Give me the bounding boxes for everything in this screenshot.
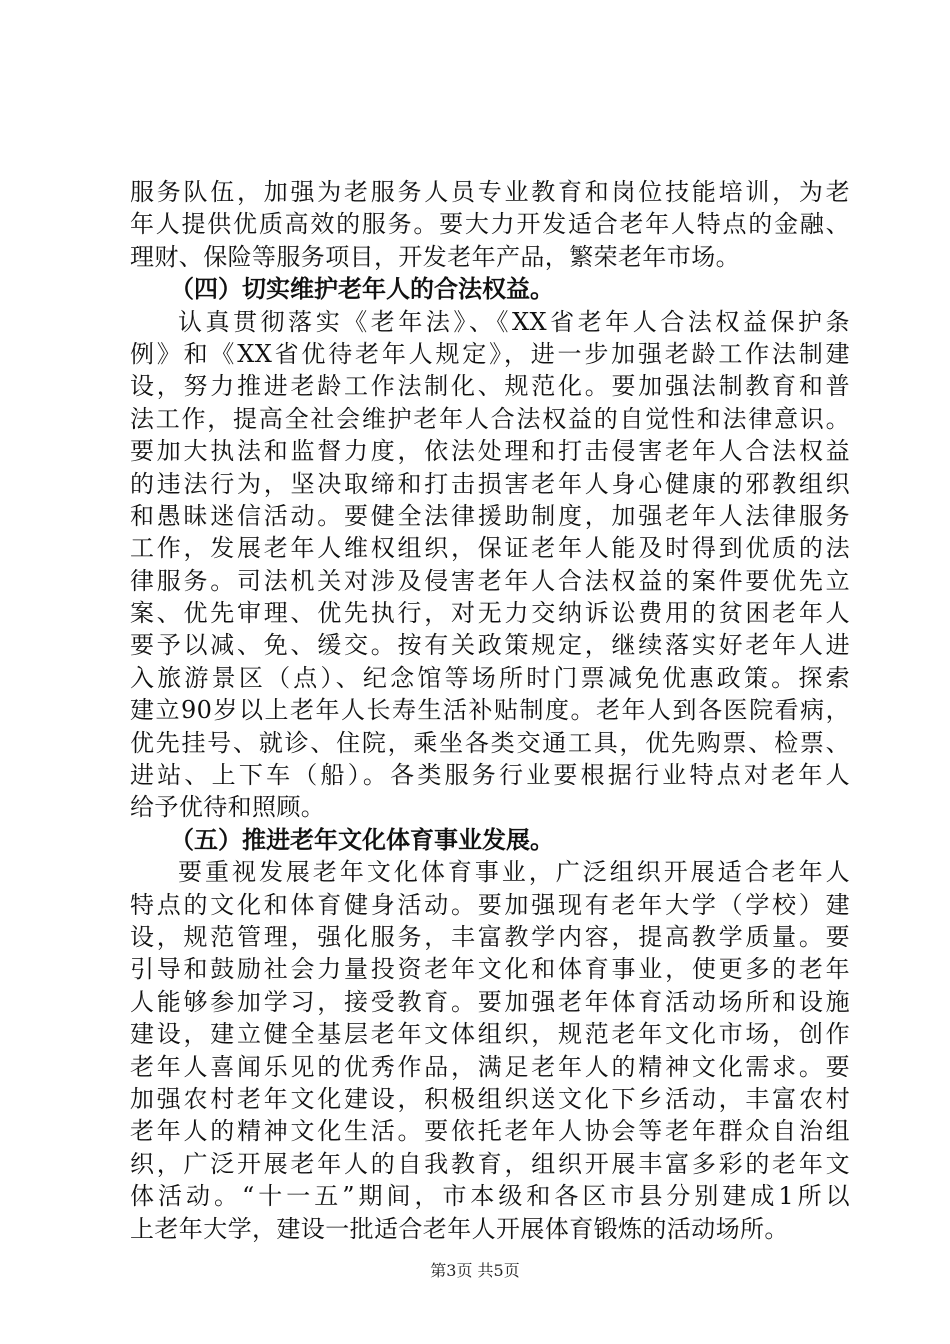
page-footer: 第3页 共5页 [430, 1261, 520, 1280]
paragraph-line: 特点的文化和体育健身活动。要加强现有老年大学（学校）建 [130, 890, 850, 919]
paragraph-line: 优先挂号、就诊、住院，乘坐各类交通工具，优先购票、检票、 [130, 728, 850, 757]
paragraph-line: 上老年大学，建设一批适合老年人开展体育锻炼的活动场所。 [130, 1214, 789, 1243]
paragraph-line: 老年人喜闻乐见的优秀作品，满足老年人的精神文化需求。要 [130, 1052, 850, 1081]
paragraph-line: 工作，发展老年人维权组织，保证老年人能及时得到优质的法 [130, 534, 850, 563]
paragraph-line: 织，广泛开展老年人的自我教育，组织开展丰富多彩的老年文 [130, 1149, 850, 1178]
paragraph-line: 体活动。“十一五”期间，市本级和各区市县分别建成1所以 [130, 1182, 850, 1211]
paragraph-line: 引导和鼓励社会力量投资老年文化和体育事业，使更多的老年 [130, 955, 850, 984]
paragraph-line: 老年人的精神文化生活。要依托老年人协会等老年群众自治组 [130, 1117, 850, 1146]
paragraph-line: 要重视发展老年文化体育事业，广泛组织开展适合老年人 [178, 858, 850, 887]
section-heading: （五）推进老年文化体育事业发展。 [170, 825, 554, 854]
paragraph-line: 设，努力推进老龄工作法制化、规范化。要加强法制教育和普 [130, 372, 850, 401]
paragraph-line: 加强农村老年文化建设，积极组织送文化下乡活动，丰富农村 [130, 1084, 850, 1113]
paragraph-line: 和愚昧迷信活动。要健全法律援助制度，加强老年人法律服务 [130, 501, 850, 530]
paragraph-line: 人能够参加学习，接受教育。要加强老年体育活动场所和设施 [130, 987, 850, 1016]
paragraph-line: 要加大执法和监督力度，依法处理和打击侵害老年人合法权益 [130, 437, 850, 466]
section-heading: （四）切实维护老年人的合法权益。 [170, 275, 554, 304]
paragraph-line: 给予优待和照顾。 [130, 793, 326, 822]
paragraph-line: 进站、上下车（船）。各类服务行业要根据行业特点对老年人 [130, 761, 850, 790]
paragraph-line: 例》和《XX省优待老年人规定》，进一步加强老龄工作法制建 [130, 339, 850, 368]
paragraph-line: 理财、保险等服务项目，开发老年产品，繁荣老年市场。 [130, 242, 740, 271]
paragraph-line: 律服务。司法机关对涉及侵害老年人合法权益的案件要优先立 [130, 566, 850, 595]
paragraph-line: 的违法行为，坚决取缔和打击损害老年人身心健康的邪教组织 [130, 469, 850, 498]
paragraph-line: 入旅游景区（点）、纪念馆等场所时门票减免优惠政策。探索 [130, 663, 850, 692]
paragraph-line: 服务队伍，加强为老服务人员专业教育和岗位技能培训，为老 [130, 178, 850, 206]
document-body [130, 176, 850, 1245]
paragraph-line: 年人提供优质高效的服务。要大力开发适合老年人特点的金融、 [130, 210, 850, 239]
paragraph-line: 认真贯彻落实《老年法》、《XX省老年人合法权益保护条 [178, 307, 850, 336]
paragraph-line: 案、优先审理、优先执行，对无力交纳诉讼费用的贫困老年人 [130, 599, 850, 628]
paragraph-line: 建设，建立健全基层老年文体组织，规范老年文化市场，创作 [130, 1020, 850, 1049]
paragraph-line: 建立90岁以上老年人长寿生活补贴制度。老年人到各医院看病， [130, 696, 850, 725]
paragraph-line: 要予以减、免、缓交。按有关政策规定，继续落实好老年人进 [130, 631, 850, 660]
paragraph-line: 法工作，提高全社会维护老年人合法权益的自觉性和法律意识。 [130, 404, 850, 433]
paragraph-line: 设，规范管理，强化服务，丰富教学内容，提高教学质量。要 [130, 922, 850, 951]
